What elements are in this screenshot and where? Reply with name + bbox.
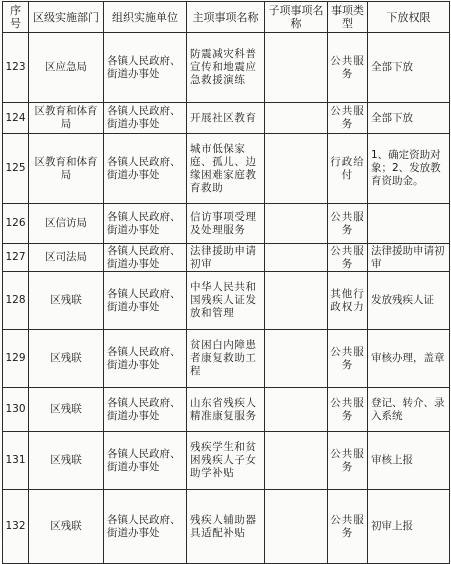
cell-seq: 130 bbox=[3, 388, 29, 432]
table-row bbox=[3, 103, 450, 134]
cell-type: 行政给付 bbox=[328, 134, 368, 204]
cell-subitem bbox=[265, 388, 328, 432]
cell-subitem bbox=[265, 244, 328, 272]
cell-subitem bbox=[265, 330, 328, 388]
cell-item: 残疾人辅助器具适配补贴 bbox=[187, 490, 265, 564]
header-power: 下放权限 bbox=[368, 2, 450, 33]
cell-power: 法律援助申请初审 bbox=[368, 244, 450, 272]
cell-seq: 125 bbox=[3, 134, 29, 204]
cell-item: 开展社区教育 bbox=[187, 103, 265, 134]
table-row bbox=[3, 134, 450, 204]
cell-subitem bbox=[265, 272, 328, 330]
cell-dept: 区教育和体育局 bbox=[29, 134, 104, 204]
table-row bbox=[3, 388, 450, 432]
cell-org: 各镇人民政府、 街道办事处 bbox=[104, 272, 187, 330]
cell-seq: 123 bbox=[3, 33, 29, 103]
cell-item: 信访事项受理及处理服务 bbox=[187, 204, 265, 244]
cell-dept: 区应急局 bbox=[29, 33, 104, 103]
cell-power: 登记、转介、录入系统 bbox=[368, 388, 450, 432]
header-subitem: 子项事项名称 bbox=[265, 2, 328, 33]
cell-power bbox=[368, 204, 450, 244]
cell-power: 发放残疾人证 bbox=[368, 272, 450, 330]
cell-type: 公共服务 bbox=[328, 33, 368, 103]
cell-org: 各镇人民政府、 街道办事处 bbox=[104, 134, 187, 204]
cell-seq: 127 bbox=[3, 244, 29, 272]
cell-type: 公共服务 bbox=[328, 388, 368, 432]
cell-item: 山东省残疾人精准康复服务 bbox=[187, 388, 265, 432]
cell-type: 公共服务 bbox=[328, 244, 368, 272]
cell-subitem bbox=[265, 204, 328, 244]
table-header-row bbox=[3, 2, 450, 33]
cell-dept: 区残联 bbox=[29, 432, 104, 490]
cell-seq: 128 bbox=[3, 272, 29, 330]
cell-power: 审核上报 bbox=[368, 432, 450, 490]
cell-org: 各镇人民政府、 街道办事处 bbox=[104, 33, 187, 103]
cell-dept: 区残联 bbox=[29, 388, 104, 432]
table-row bbox=[3, 33, 450, 103]
table-row bbox=[3, 432, 450, 490]
cell-dept: 区司法局 bbox=[29, 244, 104, 272]
cell-subitem bbox=[265, 490, 328, 564]
cell-power: 全部下放 bbox=[368, 33, 450, 103]
cell-org: 各镇人民政府、 街道办事处 bbox=[104, 103, 187, 134]
cell-org: 各镇人民政府、 街道办事处 bbox=[104, 244, 187, 272]
cell-dept: 区残联 bbox=[29, 490, 104, 564]
header-item: 主项事项名称 bbox=[187, 2, 265, 33]
cell-item: 防震减灾科普宣传和地震应急救援演练 bbox=[187, 33, 265, 103]
cell-subitem bbox=[265, 134, 328, 204]
table-row bbox=[3, 204, 450, 244]
table-row bbox=[3, 272, 450, 330]
cell-power: 1、确定资助对象；2、发放教育资助金。 bbox=[368, 134, 450, 204]
cell-item: 城市低保家庭、孤儿、边缘困难家庭教育救助 bbox=[187, 134, 265, 204]
delegation-table bbox=[2, 1, 450, 564]
cell-type: 其他行政权力 bbox=[328, 272, 368, 330]
cell-subitem bbox=[265, 103, 328, 134]
cell-seq: 129 bbox=[3, 330, 29, 388]
cell-dept: 区残联 bbox=[29, 330, 104, 388]
cell-seq: 126 bbox=[3, 204, 29, 244]
cell-subitem bbox=[265, 432, 328, 490]
cell-org: 各镇人民政府、 街道办事处 bbox=[104, 490, 187, 564]
header-type: 事项类型 bbox=[328, 2, 368, 33]
header-org: 组织实施单位 bbox=[104, 2, 187, 33]
cell-power: 初审上报 bbox=[368, 490, 450, 564]
cell-seq: 124 bbox=[3, 103, 29, 134]
cell-type: 公共服务 bbox=[328, 490, 368, 564]
cell-org: 各镇人民政府、 街道办事处 bbox=[104, 330, 187, 388]
cell-item: 法律援助申请初审 bbox=[187, 244, 265, 272]
cell-org: 各镇人民政府、 街道办事处 bbox=[104, 388, 187, 432]
table-body bbox=[3, 33, 450, 564]
cell-type: 公共服务 bbox=[328, 103, 368, 134]
table-row bbox=[3, 490, 450, 564]
cell-dept: 区教育和体育局 bbox=[29, 103, 104, 134]
cell-item: 残疾学生和贫困残疾人子女助学补贴 bbox=[187, 432, 265, 490]
cell-seq: 131 bbox=[3, 432, 29, 490]
cell-type: 公共服务 bbox=[328, 432, 368, 490]
cell-type: 公共服务 bbox=[328, 330, 368, 388]
cell-org: 各镇人民政府、 街道办事处 bbox=[104, 432, 187, 490]
header-dept: 区级实施部门 bbox=[29, 2, 104, 33]
cell-seq: 132 bbox=[3, 490, 29, 564]
header-seq: 序号 bbox=[3, 2, 29, 33]
cell-type: 公共服务 bbox=[328, 204, 368, 244]
cell-dept: 区信访局 bbox=[29, 204, 104, 244]
table-row bbox=[3, 244, 450, 272]
cell-subitem bbox=[265, 33, 328, 103]
cell-power: 全部下放 bbox=[368, 103, 450, 134]
cell-dept: 区残联 bbox=[29, 272, 104, 330]
cell-org: 各镇人民政府、 街道办事处 bbox=[104, 204, 187, 244]
cell-item: 贫困白内障患者康复救助工程 bbox=[187, 330, 265, 388]
table-row bbox=[3, 330, 450, 388]
cell-item: 中华人民共和国残疾人证发放和管理 bbox=[187, 272, 265, 330]
cell-power: 审核办理，盖章 bbox=[368, 330, 450, 388]
